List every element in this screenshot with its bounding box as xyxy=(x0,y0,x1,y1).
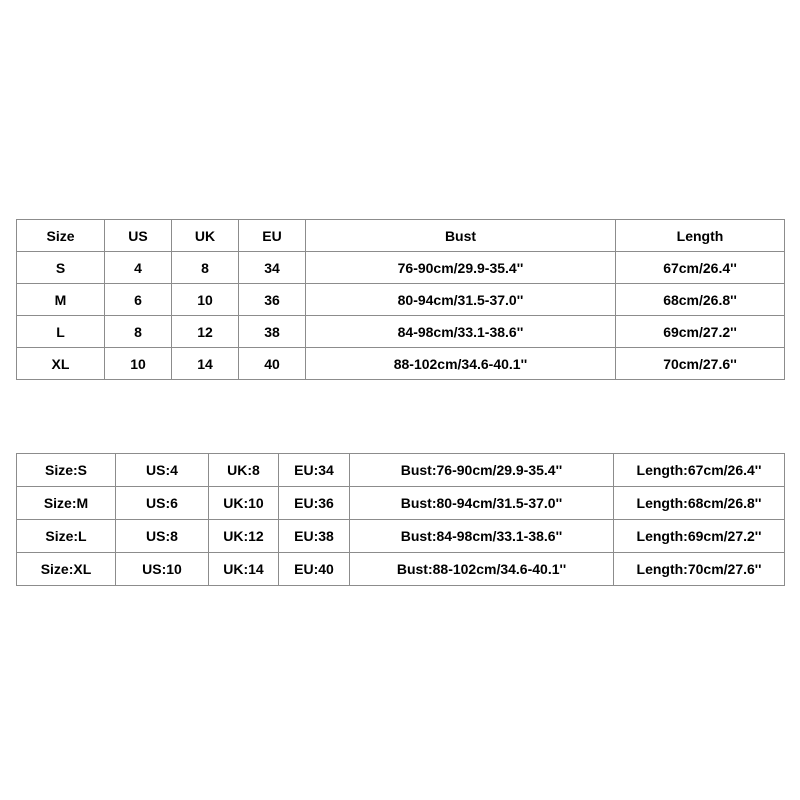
cell-us: US:8 xyxy=(116,520,209,553)
cell-size: L xyxy=(17,316,105,348)
cell-length: 68cm/26.8'' xyxy=(616,284,785,316)
cell-eu: 40 xyxy=(239,348,306,380)
table-row xyxy=(17,520,785,553)
cell-uk: 10 xyxy=(172,284,239,316)
cell-bust: 88-102cm/34.6-40.1'' xyxy=(306,348,616,380)
header-bust: Bust xyxy=(306,220,616,252)
cell-length: Length:68cm/26.8'' xyxy=(614,487,785,520)
header-eu: EU xyxy=(239,220,306,252)
cell-uk: UK:12 xyxy=(209,520,279,553)
cell-uk: 12 xyxy=(172,316,239,348)
cell-length: Length:67cm/26.4'' xyxy=(614,454,785,487)
cell-bust: Bust:88-102cm/34.6-40.1'' xyxy=(350,553,614,586)
header-us: US xyxy=(105,220,172,252)
cell-eu: 34 xyxy=(239,252,306,284)
cell-uk: 14 xyxy=(172,348,239,380)
cell-eu: 36 xyxy=(239,284,306,316)
cell-size: M xyxy=(17,284,105,316)
cell-us: US:4 xyxy=(116,454,209,487)
cell-size: Size:M xyxy=(17,487,116,520)
cell-eu: EU:34 xyxy=(279,454,350,487)
header-size: Size xyxy=(17,220,105,252)
cell-us: 4 xyxy=(105,252,172,284)
header-length: Length xyxy=(616,220,785,252)
cell-us: 6 xyxy=(105,284,172,316)
cell-size: Size:XL xyxy=(17,553,116,586)
cell-uk: UK:8 xyxy=(209,454,279,487)
cell-bust: Bust:84-98cm/33.1-38.6'' xyxy=(350,520,614,553)
cell-bust: Bust:80-94cm/31.5-37.0'' xyxy=(350,487,614,520)
cell-bust: 76-90cm/29.9-35.4'' xyxy=(306,252,616,284)
cell-length: 67cm/26.4'' xyxy=(616,252,785,284)
header-uk: UK xyxy=(172,220,239,252)
cell-bust: 84-98cm/33.1-38.6'' xyxy=(306,316,616,348)
cell-length: 70cm/27.6'' xyxy=(616,348,785,380)
cell-bust: 80-94cm/31.5-37.0'' xyxy=(306,284,616,316)
table-row xyxy=(17,284,785,316)
cell-length: Length:69cm/27.2'' xyxy=(614,520,785,553)
table-row xyxy=(17,316,785,348)
cell-size: S xyxy=(17,252,105,284)
cell-uk: UK:14 xyxy=(209,553,279,586)
size-chart-table xyxy=(16,219,785,380)
table-row xyxy=(17,348,785,380)
cell-length: 69cm/27.2'' xyxy=(616,316,785,348)
cell-us: US:10 xyxy=(116,553,209,586)
table-row xyxy=(17,487,785,520)
cell-us: 10 xyxy=(105,348,172,380)
table-header-row xyxy=(17,220,785,252)
cell-us: US:6 xyxy=(116,487,209,520)
table-row xyxy=(17,553,785,586)
cell-length: Length:70cm/27.6'' xyxy=(614,553,785,586)
cell-size: XL xyxy=(17,348,105,380)
cell-uk: 8 xyxy=(172,252,239,284)
cell-eu: 38 xyxy=(239,316,306,348)
size-chart-labeled-table xyxy=(16,453,785,586)
cell-eu: EU:36 xyxy=(279,487,350,520)
cell-bust: Bust:76-90cm/29.9-35.4'' xyxy=(350,454,614,487)
table-row xyxy=(17,454,785,487)
cell-eu: EU:38 xyxy=(279,520,350,553)
cell-size: Size:L xyxy=(17,520,116,553)
table-row xyxy=(17,252,785,284)
cell-uk: UK:10 xyxy=(209,487,279,520)
cell-eu: EU:40 xyxy=(279,553,350,586)
cell-size: Size:S xyxy=(17,454,116,487)
cell-us: 8 xyxy=(105,316,172,348)
